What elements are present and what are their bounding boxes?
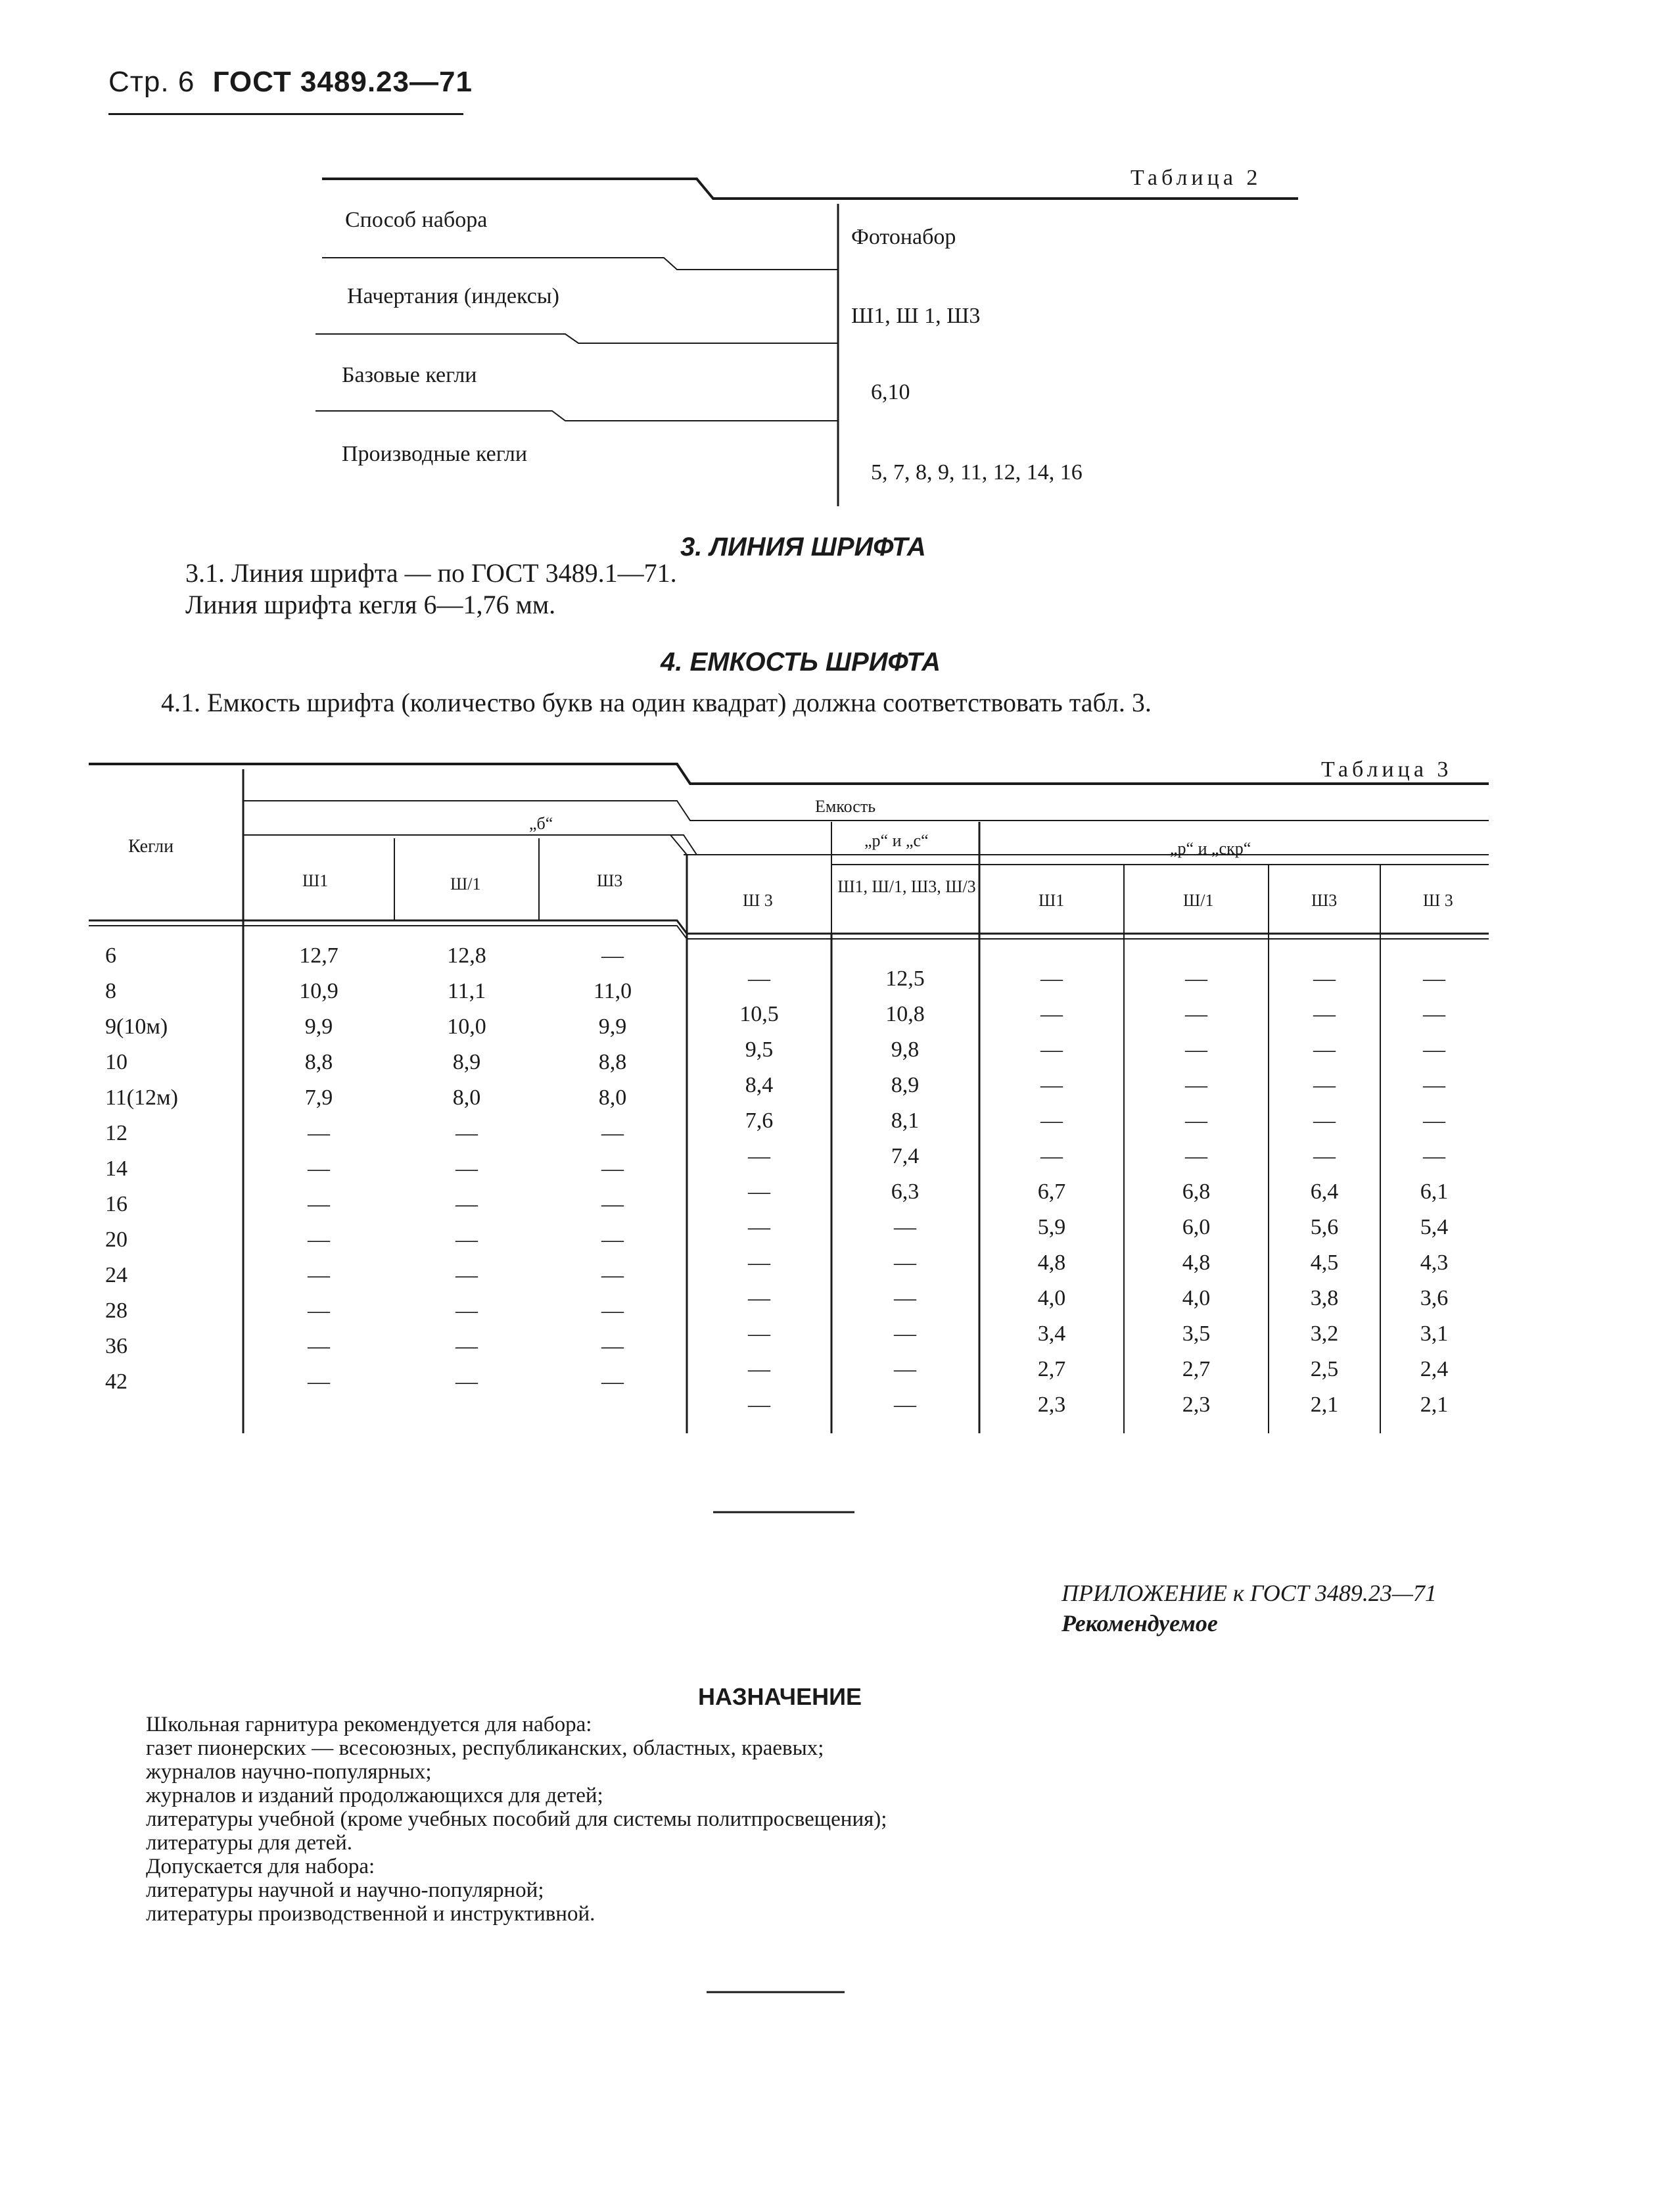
table3-right-cell: 5,9 [1037,1215,1066,1239]
table3-left-cell: — [455,1299,478,1323]
table3-right-cell: 3,8 [1310,1286,1339,1310]
table3-right-cell: 6,3 [891,1179,920,1204]
table3-right-cell: — [748,1144,770,1168]
table2-value-derived: 5, 7, 8, 9, 11, 12, 14, 16 [871,460,1083,485]
kegl-cell: 36 [105,1334,128,1358]
table3-right-cell: — [1423,1108,1445,1133]
table3-left-cell: 11,1 [447,979,486,1003]
table3-right-cell: — [1185,1073,1207,1097]
table3-right-cell: — [894,1357,916,1381]
table3-left-cell: — [455,1227,478,1252]
table3-right-cell: 8,9 [891,1073,920,1097]
table3-right-cell: 6,4 [1310,1179,1339,1204]
table3-right-cell: — [1423,1144,1445,1168]
table3-right-cell: 2,7 [1182,1357,1211,1381]
col-head-8: Ш3 [1311,891,1338,910]
table3-left-cell: — [308,1334,330,1358]
table3-right-cell: 10,8 [885,1002,925,1026]
table3-left-cell: — [308,1192,330,1216]
col-head-6: Ш1 [1038,891,1065,910]
appendix-line-8: литературы научной и научно-популярной; [146,1878,544,1902]
col-head-3: Ш3 [597,871,623,890]
table3-right-cell: — [1185,1002,1207,1026]
table3-left-cell: — [601,1227,624,1252]
table3-right-cell: 8,4 [745,1073,774,1097]
table3-right-cell: 6,7 [1037,1179,1066,1204]
table3-right-cell: — [1313,1144,1336,1168]
table3-right-cell: — [894,1393,916,1417]
table3-left-cell: — [455,1192,478,1216]
appendix-line-7: Допускается для набора: [146,1855,375,1878]
table3-left-cell: — [601,1334,624,1358]
table3-right-cell: 2,3 [1037,1393,1066,1417]
col-head-9: Ш 3 [1423,891,1453,910]
table3-left-cell: — [601,1156,624,1181]
appendix-line-2: газет пионерских — всесоюзных, республиканских, областных, краевых; [146,1736,824,1760]
table3-right-cell: — [1185,1108,1207,1133]
table3-left-cell: 12,7 [299,943,338,968]
table3-right-cell: 2,7 [1037,1357,1066,1381]
table3-caption: Таблица 3 [1321,757,1453,782]
table3-right-cell: — [1313,966,1336,991]
table3-right-cell: — [1423,1037,1445,1062]
section4-line1: 4.1. Емкость шрифта (количество букв на один квадрат) должна соответствовать табл. 3. [161,688,1152,717]
table3-right-cell: 2,1 [1420,1393,1449,1417]
table3-right-cell: 7,4 [891,1144,920,1168]
table3-right-cell: — [1040,1108,1063,1133]
table3-right-cell: — [748,1179,770,1204]
table3-left-cell: 12,8 [447,943,486,968]
standard-code: ГОСТ 3489.23—71 [212,66,473,98]
table3-right-cell: — [748,1251,770,1275]
table3-right-cell: 6,0 [1182,1215,1211,1239]
col-head-4: Ш 3 [743,891,773,910]
table3-right-cell: — [1313,1037,1336,1062]
table3-right-cell: 6,8 [1182,1179,1211,1204]
table3-right-cell: — [1423,966,1445,991]
table3-right-cell: 4,5 [1310,1251,1339,1275]
table3-left-cell: — [455,1263,478,1287]
table3-right-cell: 2,4 [1420,1357,1449,1381]
table3-right-cell: 7,6 [745,1108,774,1133]
table3-right-cell: — [1313,1002,1336,1026]
appendix-line-3: журналов научно-популярных; [146,1760,432,1784]
table3-group-rs: „р“ и „с“ [864,831,929,850]
table3-left-cell: — [308,1263,330,1287]
table3-right-cell: — [1313,1073,1336,1097]
table3-right-cell: 6,1 [1420,1179,1449,1204]
kegl-cell: 20 [105,1227,128,1252]
table3-left-cell: — [455,1334,478,1358]
table3-right-cell: 3,6 [1420,1286,1449,1310]
table3-right-cell: 4,8 [1037,1251,1066,1275]
table3-left-cell: — [455,1156,478,1181]
table3-left-cell: — [601,1121,624,1145]
kegl-cell: 6 [105,943,116,968]
col-head-2: Ш/1 [450,874,481,893]
appendix-title: ПРИЛОЖЕНИЕ к ГОСТ 3489.23—71 [1062,1580,1437,1606]
table3-right-cell: — [894,1215,916,1239]
kegl-cell: 42 [105,1370,128,1394]
table3-left-cell: — [601,1192,624,1216]
kegl-cell: 16 [105,1192,128,1216]
table3-left-cell: 9,9 [304,1014,333,1039]
table3-right-cell: — [1185,966,1207,991]
table3-right-cell: — [894,1251,916,1275]
table3-left-cell: 11,0 [593,979,632,1003]
table3-right-cell: 2,3 [1182,1393,1211,1417]
table3-right-cell: — [1185,1037,1207,1062]
table3-left-cell: — [455,1370,478,1394]
table3-left-cell: — [455,1121,478,1145]
table3-right-cell: — [1040,1037,1063,1062]
table3-right-cell: 5,4 [1420,1215,1449,1239]
page-number: Стр. 6 [108,66,195,98]
appendix-subtitle: Рекомендуемое [1062,1610,1218,1636]
kegl-cell: 8 [105,979,116,1003]
table3-left-cell: — [308,1227,330,1252]
appendix-heading: НАЗНАЧЕНИЕ [698,1683,862,1710]
kegl-cell: 28 [105,1299,128,1323]
table3-right-cell: — [748,1357,770,1381]
table3-right-cell: 4,0 [1037,1286,1066,1310]
table3-right-cell: 3,5 [1182,1322,1211,1346]
table3-right-cell: 3,1 [1420,1322,1449,1346]
table2-label-styles: Начертания (индексы) [347,284,559,308]
table3-right-cell: 3,2 [1310,1322,1339,1346]
table3-left-cell: 8,8 [304,1050,333,1074]
table2-label-base: Базовые кегли [342,363,477,387]
table3-right-cell: 8,1 [891,1108,920,1133]
col-head-1: Ш1 [302,871,329,890]
table3-right-cell: 10,5 [739,1002,779,1026]
table2-value-base: 6,10 [871,380,910,404]
table3-right-cell: — [748,1215,770,1239]
table3-right-cell: — [748,1322,770,1346]
table2-label-method: Способ набора [345,208,488,232]
table3-right-cell: 9,8 [891,1037,920,1062]
appendix-line-6: литературы для детей. [146,1831,352,1855]
table3-left-cell: — [601,1370,624,1394]
table3-left-cell: — [308,1121,330,1145]
table3-right-cell: 3,4 [1037,1322,1066,1346]
table3-right-cell: — [748,1393,770,1417]
table3-left-cell: 10,0 [447,1014,486,1039]
table3-left-cell: 9,9 [598,1014,627,1039]
table3-left-cell: 7,9 [304,1085,333,1110]
table3-right-cell: — [748,966,770,991]
kegl-cell: 14 [105,1156,128,1181]
table3-right-cell: — [748,1286,770,1310]
table3-right-cell: — [1313,1108,1336,1133]
appendix-line-5: литературы учебной (кроме учебных пособий для системы политпросвещения); [146,1807,887,1831]
table3-right-cell: 4,0 [1182,1286,1211,1310]
kegl-cell: 12 [105,1121,128,1145]
table3-right-cell: 2,5 [1310,1357,1339,1381]
table3-right-cell: 12,5 [885,966,925,991]
table3-right-cell: — [1040,1073,1063,1097]
col-head-7: Ш/1 [1183,891,1214,910]
section3-line1: 3.1. Линия шрифта — по ГОСТ 3489.1—71. [185,558,677,588]
table3-right-cell: — [1040,1144,1063,1168]
table3-left-cell: 10,9 [299,979,338,1003]
table2-caption: Таблица 2 [1131,166,1262,190]
table3-right-cell: — [1423,1002,1445,1026]
table3-right-cell: 4,8 [1182,1251,1211,1275]
kegl-cell: 9(10м) [105,1014,168,1039]
table3-right-cell: — [1040,966,1063,991]
kegl-cell: 10 [105,1050,128,1074]
appendix-line-9: литературы производственной и инструктивной. [146,1902,595,1926]
table3-right-cell: 9,5 [745,1037,774,1062]
table3-kegli-header: Кегли [128,836,174,857]
table2-value-method: Фотонабор [851,225,956,249]
table3-group-rskr: „р“ и „скр“ [1170,839,1251,858]
table2-value-styles: Ш1, Ш 1, Ш3 [851,304,981,328]
table3-right-cell: 2,1 [1310,1393,1339,1417]
table3-left-cell: — [308,1370,330,1394]
kegl-cell: 24 [105,1263,128,1287]
col-head-5: Ш1, Ш/1, Ш3, Ш/3 [837,877,976,896]
table3-left-cell: 8,8 [598,1050,627,1074]
table3-left-cell: — [601,943,624,968]
section3-heading: 3. ЛИНИЯ ШРИФТА [680,533,926,561]
table3-left-cell: — [308,1156,330,1181]
table3-group-b: „б“ [529,814,553,833]
appendix-line-1: Школьная гарнитура рекомендуется для набора: [146,1713,592,1736]
table3-emkost-header: Емкость [815,797,876,816]
table2-label-derived: Производные кегли [342,442,528,466]
table3-left-cell: — [601,1299,624,1323]
table3-right-cell: 4,3 [1420,1251,1449,1275]
appendix-line-4: журналов и изданий продолжающихся для детей; [146,1784,603,1807]
table3-right-cell: 5,6 [1310,1215,1339,1239]
table3-left-cell: 8,0 [452,1085,481,1110]
table3-right-cell: — [1040,1002,1063,1026]
table3-left-cell: 8,9 [452,1050,481,1074]
table3-right-cell: — [1423,1073,1445,1097]
section4-heading: 4. ЕМКОСТЬ ШРИФТА [661,648,941,677]
table3-left-cell: 8,0 [598,1085,627,1110]
table3-right-cell: — [1185,1144,1207,1168]
table3-right-cell: — [894,1322,916,1346]
table3-left-cell: — [308,1299,330,1323]
table3-right-cell: — [894,1286,916,1310]
table3-left-cell: — [601,1263,624,1287]
section3-line2: Линия шрифта кегля 6—1,76 мм. [185,590,556,619]
kegl-cell: 11(12м) [105,1085,178,1110]
